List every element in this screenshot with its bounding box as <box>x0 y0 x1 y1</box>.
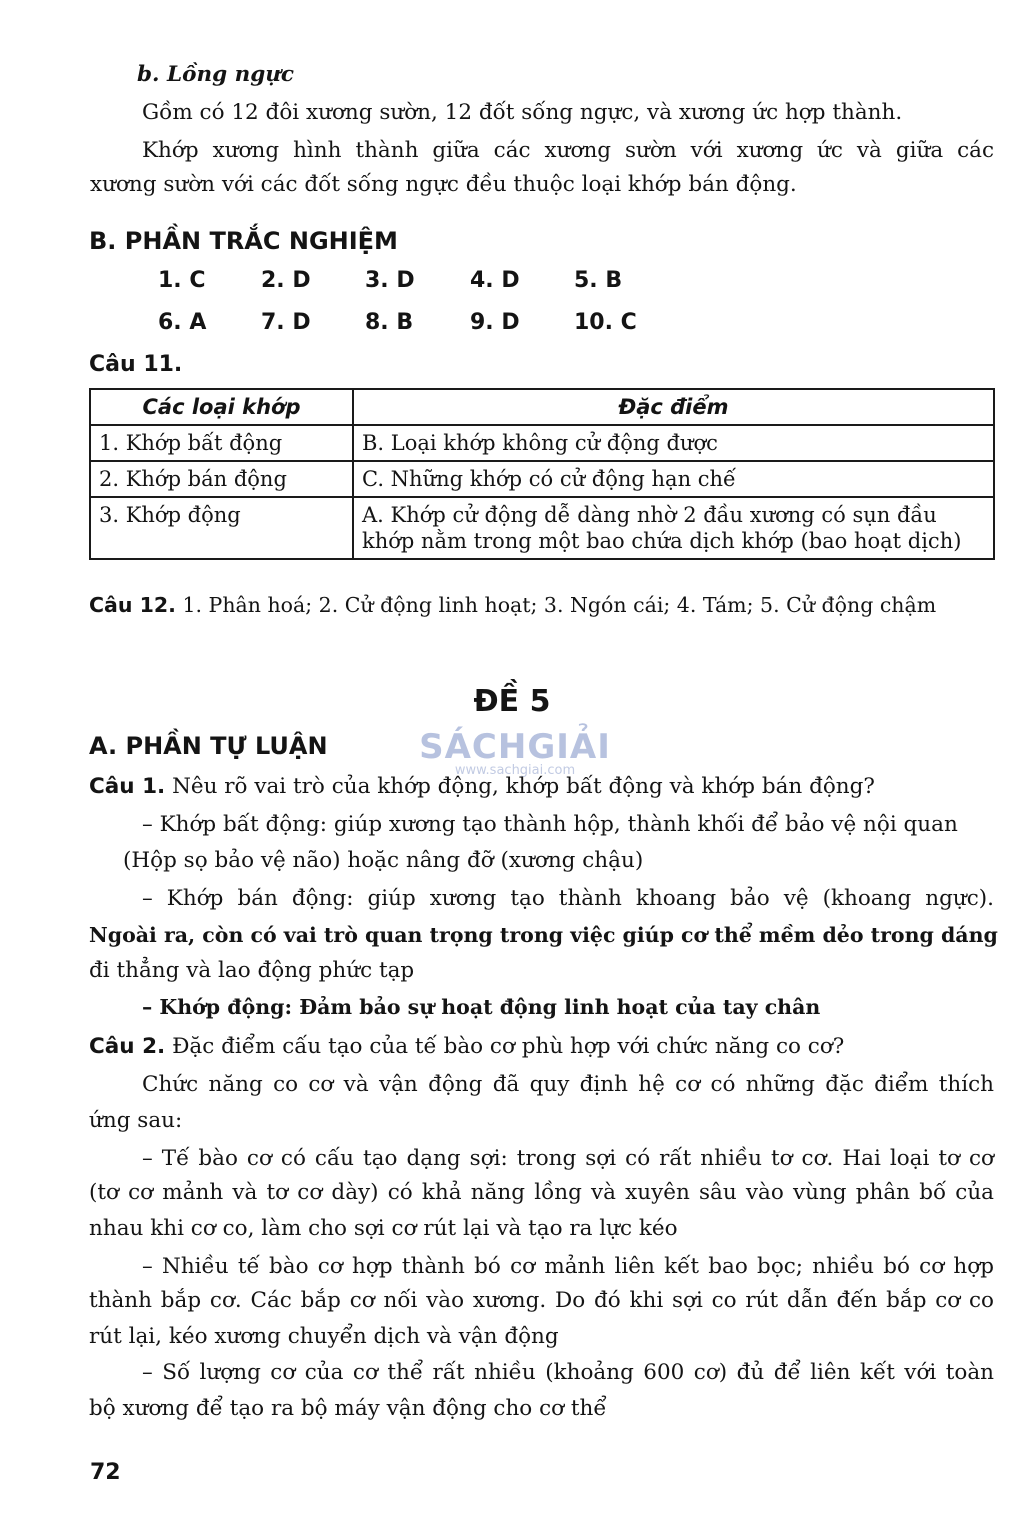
joint-type-cell: 3. Khớp động <box>90 497 353 559</box>
q2-line: bộ xương để tạo ra bộ máy vận động cho cơ thể <box>89 1396 607 1421</box>
q1-line: – Khớp động: Đảm bảo sự hoạt động linh hoạt của tay chân <box>142 995 821 1019</box>
q1-line: – Khớp bán động: giúp xương tạo thành khoang bảo vệ (khoang ngực). <box>142 886 994 911</box>
question-2 <box>89 1034 844 1060</box>
chest-heading: b. Lồng ngực <box>137 62 294 87</box>
q1-line: (Hộp sọ bảo vệ não) hoặc nâng đỡ (xương chậu) <box>123 848 644 873</box>
page-number: 72 <box>90 1460 121 1485</box>
q2-line: nhau khi cơ co, làm cho sợi cơ rút lại và tạo ra lực kéo <box>89 1216 678 1241</box>
q2-line: (tơ cơ mảnh và tơ cơ dày) có khả năng lồng và xuyên sâu vào vùng phân bố của <box>89 1180 994 1205</box>
question-2-label: Câu 2. <box>89 1034 166 1059</box>
table-row <box>90 425 994 461</box>
q2-line: – Nhiều tế bào cơ hợp thành bó cơ mảnh liên kết bao bọc; nhiều bó cơ hợp <box>142 1254 994 1279</box>
joint-desc-cell: B. Loại khớp không cử động được <box>353 425 994 461</box>
question-1-label: Câu 1. <box>89 774 166 799</box>
joint-desc-line-2: khớp nằm trong một bao chứa dịch khớp (bao hoạt dịch) <box>362 529 962 553</box>
watermark-logo: SÁCHGIẢI <box>419 727 611 767</box>
question-12 <box>89 592 936 618</box>
q2-line: rút lại, kéo xương chuyển dịch và vận động <box>89 1324 559 1349</box>
watermark <box>410 727 620 778</box>
joint-desc-line-1: A. Khớp cử động dễ dàng nhờ 2 đầu xương có sụn đầu <box>362 503 937 527</box>
answer-10: 10. C <box>574 310 637 335</box>
joint-types-table <box>89 388 995 560</box>
header-characteristics: Đặc điểm <box>353 389 994 425</box>
joint-type-cell: 2. Khớp bán động <box>90 461 353 497</box>
q1-line: đi thẳng và lao động phức tạp <box>89 958 415 983</box>
answer-9: 9. D <box>470 310 520 335</box>
q2-line: ứng sau: <box>89 1108 183 1133</box>
question-12-text: 1. Phân hoá; 2. Cử động linh hoạt; 3. Ngón cái; 4. Tám; 5. Cử động chậm <box>182 593 937 617</box>
question-2-text: Đặc điểm cấu tạo của tế bào cơ phù hợp với chức năng co cơ? <box>172 1034 845 1059</box>
joint-desc-cell: C. Những khớp có cử động hạn chế <box>353 461 994 497</box>
answer-8: 8. B <box>365 310 414 335</box>
chest-line-1: Gồm có 12 đôi xương sườn, 12 đốt sống ngực, và xương ức hợp thành. <box>142 100 903 125</box>
chest-line-3: xương sườn với các đốt sống ngực đều thuộc loại khớp bán động. <box>90 172 797 197</box>
answer-3: 3. D <box>365 268 415 293</box>
answer-5: 5. B <box>574 268 623 293</box>
answer-6: 6. A <box>158 310 207 335</box>
multiple-choice-heading: B. PHẦN TRẮC NGHIỆM <box>89 227 398 255</box>
essay-heading: A. PHẦN TỰ LUẬN <box>89 732 328 760</box>
question-1 <box>89 774 875 800</box>
question-12-label: Câu 12. <box>89 593 176 617</box>
watermark-url: www.sachgiai.com <box>454 763 576 778</box>
header-joint-type: Các loại khớp <box>90 389 353 425</box>
q2-line: – Tế bào cơ có cấu tạo dạng sợi: trong sợi có rất nhiều tơ cơ. Hai loại tơ cơ <box>142 1146 994 1171</box>
joint-desc-cell <box>353 497 994 559</box>
chest-line-2: Khớp xương hình thành giữa các xương sườn với xương ức và giữa các <box>142 138 994 163</box>
joint-type-cell: 1. Khớp bất động <box>90 425 353 461</box>
table-row <box>90 461 994 497</box>
exam-title: ĐỀ 5 <box>473 684 551 719</box>
question-1-text: Nêu rõ vai trò của khớp động, khớp bất động và khớp bán động? <box>172 774 875 799</box>
table-header-row <box>90 389 994 425</box>
q2-line: – Số lượng cơ của cơ thể rất nhiều (khoảng 600 cơ) đủ để liên kết với toàn <box>142 1360 994 1385</box>
q1-line: Ngoài ra, còn có vai trò quan trọng trong việc giúp cơ thể mềm dẻo trong dáng <box>89 923 998 947</box>
answer-4: 4. D <box>470 268 520 293</box>
q1-line: – Khớp bất động: giúp xương tạo thành hộp, thành khối để bảo vệ nội quan <box>142 812 958 837</box>
question-11-label: Câu 11. <box>89 352 183 377</box>
q2-line: thành bắp cơ. Các bắp cơ nối vào xương. Do đó khi sợi co rút dẫn đến bắp cơ co <box>89 1288 994 1313</box>
q2-line: Chức năng co cơ và vận động đã quy định hệ cơ có những đặc điểm thích <box>142 1072 994 1097</box>
answer-1: 1. C <box>158 268 206 293</box>
table-row <box>90 497 994 559</box>
answer-7: 7. D <box>261 310 311 335</box>
answer-2: 2. D <box>261 268 311 293</box>
